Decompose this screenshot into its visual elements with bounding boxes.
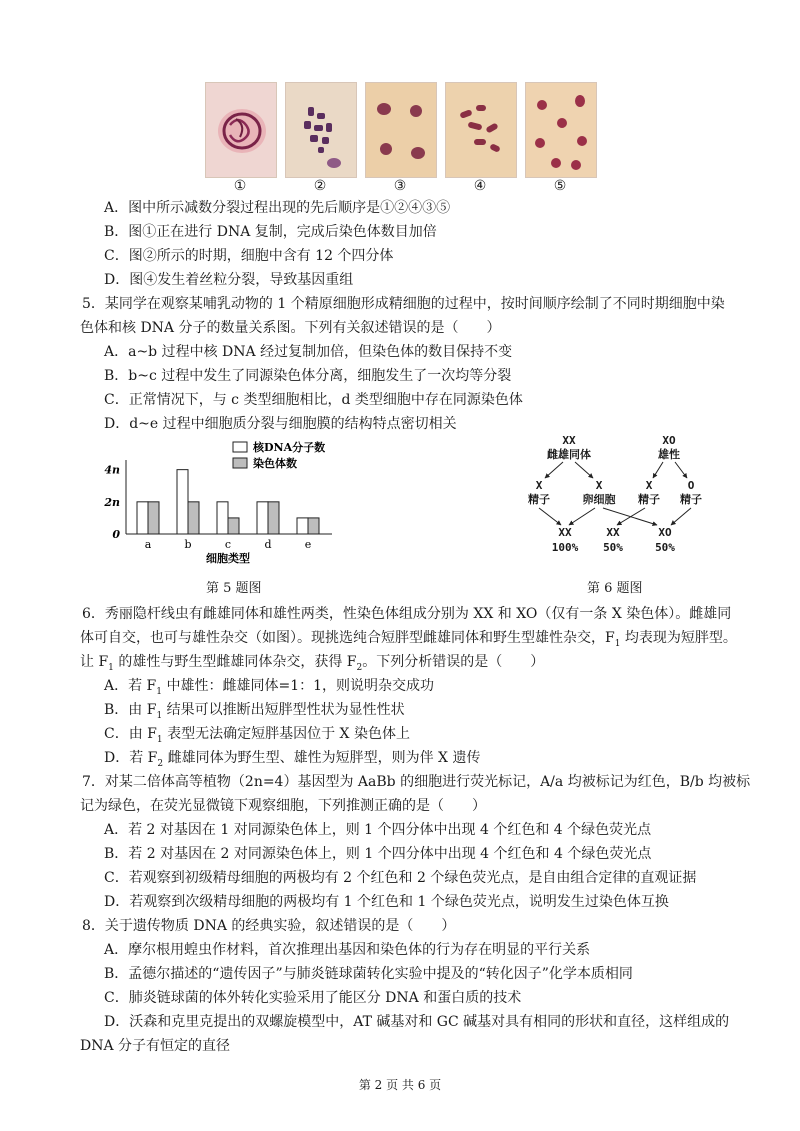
y-tick-0: 0 [112, 528, 120, 541]
q4-option-b: B．图①正在进行 DNA 复制，完成后染色体数目加倍 [104, 224, 437, 240]
right-parent-genotype: XO [662, 434, 676, 447]
bar-dna-e [297, 518, 308, 534]
gamete-4-genotype: O [687, 479, 695, 492]
chart-legend [233, 440, 325, 470]
micrograph-4 [445, 82, 517, 178]
bar-chromosome-e [308, 518, 319, 534]
q8-option-d-line1: D．沃森和克里克提出的双螺旋模型中，AT 碱基对和 GC 碱基对具有相同的形状和直径，这样组成的 [104, 1014, 730, 1030]
legend-label-dna: 核DNA分子数 [253, 441, 326, 454]
x-tick-c: c [224, 538, 232, 551]
q4-option-d: D．图④发生着丝粒分裂，导致基因重组 [104, 272, 354, 288]
micrograph-caption-4: ④ [473, 178, 487, 194]
legend-label-chromosome: 染色体数 [253, 457, 297, 470]
q8-option-a: A．摩尔根用蝗虫作材料，首次推理出基因和染色体的行为存在明显的平行关系 [104, 942, 591, 958]
q5-option-c: C．正常情况下，与 c 类型细胞相比，d 类型细胞中存在同源染色体 [104, 392, 523, 408]
q7-option-c: C．若观察到初级精母细胞的两极均有 2 个红色和 2 个绿色荧光点，是自由组合定律的直观证据 [104, 870, 697, 886]
q5-option-a: A．a~b 过程中核 DNA 经过复制加倍，但染色体的数目保持不变 [104, 344, 513, 360]
q8-stem: 8．关于遗传物质 DNA 的经典实验，叙述错误的是（ ） [82, 918, 456, 934]
q7-option-d: D．若观察到次级精母细胞的两极均有 1 个红色和 1 个绿色荧光点，说明发生过染色体互换 [104, 894, 669, 910]
offspring-3-genotype: XO [658, 526, 672, 539]
q7-option-a: A．若 2 对基因在 1 对同源染色体上，则 1 个四分体中出现 4 个红色和 4 个绿色荧光点 [104, 822, 652, 838]
q8-option-d-line2: DNA 分子有恒定的直径 [80, 1038, 231, 1054]
q7-option-b: B．若 2 对基因在 2 对同源染色体上，则 1 个四分体中出现 4 个红色和 4 个绿色荧光点 [104, 846, 652, 862]
x-tick-a: a [144, 538, 152, 551]
q5-bar-chart [100, 434, 350, 574]
q6-option-a: A．若 $F_1$ 中雄性：雌雄同体=1：1，则说明杂交成功 [104, 678, 435, 697]
q5-figure-caption: 第 5 题图 [206, 581, 262, 596]
bar-chromosome-d [268, 502, 279, 534]
offspring-3-percent: 50% [655, 541, 675, 554]
legend-swatch-chromosome [233, 458, 247, 468]
gamete-2-label: 卵细胞 [582, 493, 616, 506]
gamete-2-genotype: X [595, 479, 603, 492]
y-tick-2: 4n [104, 463, 120, 477]
q6-option-d: D．若 $F_2$ 雌雄同体为野生型、雄性为短胖型，则为伴 X 遗传 [104, 750, 481, 769]
offspring-1-percent: 100% [551, 541, 579, 554]
q5-option-d: D．d~e 过程中细胞质分裂与细胞膜的结构特点密切相关 [104, 416, 457, 432]
bar-dna-c [217, 502, 228, 534]
q6-stem-line2: 体可自交，也可与雄性杂交（如图）。现挑选纯合短胖型雌雄同体和野生型雄性杂交，$F_1$ 均表现为短胖型。 [80, 630, 737, 649]
micrograph-1 [205, 82, 277, 178]
gamete-1-genotype: X [535, 479, 543, 492]
q6-figure-caption: 第 6 题图 [587, 581, 643, 596]
left-parent-label: 雌雄同体 [547, 448, 591, 461]
bar-chromosome-a [148, 502, 159, 534]
gamete-1-label: 精子 [528, 493, 550, 506]
micrograph-5 [525, 82, 597, 178]
y-tick-1: 2n [104, 495, 120, 509]
right-parent-label: 雄性 [658, 448, 680, 461]
bar-chromosome-c [228, 518, 239, 534]
q5-stem-line2: 色体和核 DNA 分子的数量关系图。下列有关叙述错误的是（ ） [80, 320, 501, 336]
q5-option-b: B．b~c 过程中发生了同源染色体分离，细胞发生了一次均等分裂 [104, 368, 512, 384]
gamete-3-genotype: X [645, 479, 653, 492]
q6-option-b: B．由 $F_1$ 结果可以推断出短胖型性状为显性性状 [104, 702, 405, 721]
q4-option-a: A．图中所示减数分裂过程出现的先后顺序是①②④③⑤ [104, 200, 451, 216]
micrograph-caption-1: ① [233, 178, 247, 194]
micrograph-3 [365, 82, 437, 178]
legend-swatch-dna [233, 442, 247, 452]
micrograph-caption-3: ③ [393, 178, 407, 194]
bar-chromosome-b [188, 502, 199, 534]
q5-stem-line1: 5．某同学在观察某哺乳动物的 1 个精原细胞形成精细胞的过程中，按时间顺序绘制了不同时期细胞中染 [82, 296, 725, 312]
q6-stem-line1: 6．秀丽隐杆线虫有雌雄同体和雄性两类，性染色体组成分别为 XX 和 XO（仅有一条 X 染色体）。雌雄同 [82, 606, 732, 622]
gamete-4-label: 精子 [680, 493, 702, 506]
micrograph-caption-5: ⑤ [553, 178, 567, 194]
q8-option-c: C．肺炎链球菌的体外转化实验采用了能区分 DNA 和蛋白质的技术 [104, 990, 522, 1006]
offspring-2-percent: 50% [603, 541, 623, 554]
page-footer: 第 2 页 共 6 页 [358, 1078, 442, 1092]
micrograph-2 [285, 82, 357, 178]
q7-stem-line1: 7．对某二倍体高等植物（2n=4）基因型为 AaBb 的细胞进行荧光标记，A/a 均被标记为红色，B/b 均被标 [82, 774, 751, 790]
left-parent-genotype: XX [562, 434, 576, 447]
x-tick-d: d [264, 538, 272, 551]
bar-dna-b [177, 470, 188, 534]
micrograph-caption-2: ② [313, 178, 327, 194]
x-tick-e: e [304, 538, 312, 551]
bar-dna-d [257, 502, 268, 534]
q6-stem-line3: 让 $F_1$ 的雄性与野生型雌雄同体杂交，获得 $F_2$。下列分析错误的是（ ） [80, 654, 545, 673]
x-axis-label: 细胞类型 [206, 552, 250, 565]
gamete-3-label: 精子 [638, 493, 660, 506]
bar-dna-a [137, 502, 148, 534]
q4-option-c: C．图②所示的时期，细胞中含有 12 个四分体 [104, 248, 394, 264]
x-tick-b: b [184, 538, 192, 551]
q6-cross-diagram [505, 432, 720, 572]
q7-stem-line2: 记为绿色，在荧光显微镜下观察细胞，下列推测正确的是（ ） [80, 798, 486, 814]
offspring-2-genotype: XX [606, 526, 620, 539]
q8-option-b: B．孟德尔描述的“遗传因子”与肺炎链球菌转化实验中提及的“转化因子”化学本质相同 [104, 966, 633, 982]
offspring-1-genotype: XX [558, 526, 572, 539]
q6-option-c: C．由 $F_1$ 表型无法确定短胖基因位于 X 染色体上 [104, 726, 410, 745]
